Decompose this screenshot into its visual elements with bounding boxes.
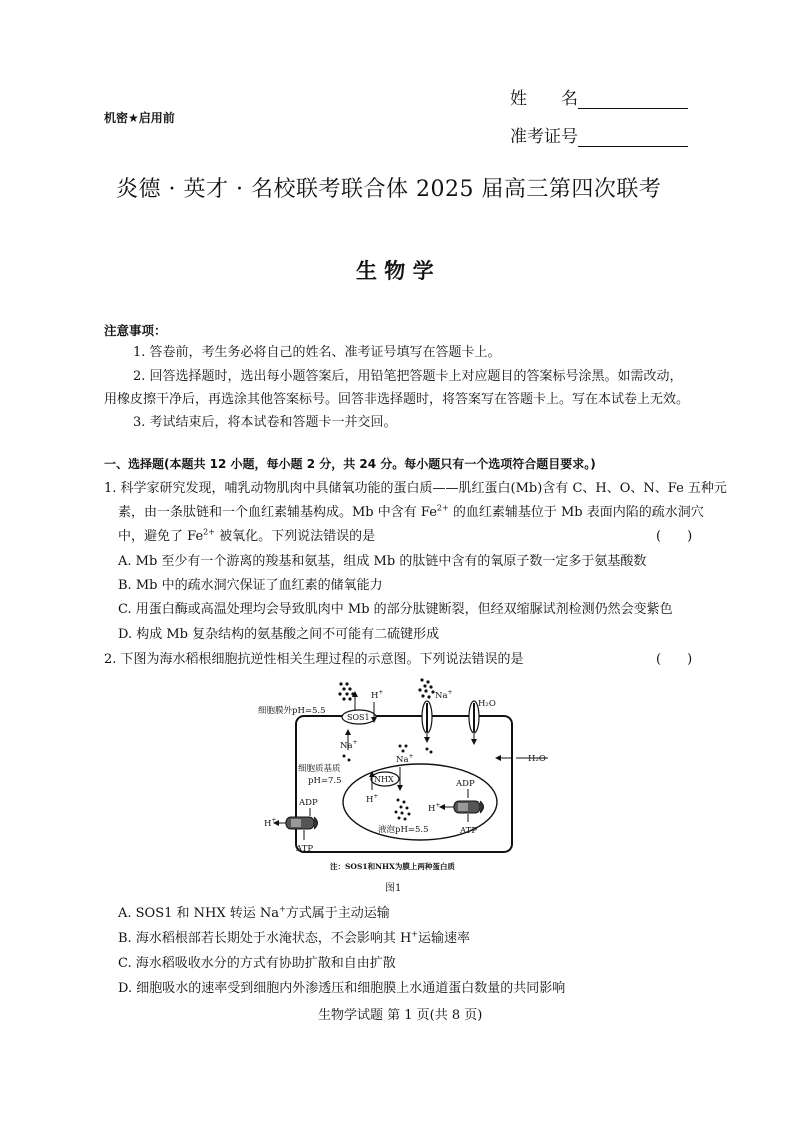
h-plus-label-membrane: H+ <box>264 817 277 829</box>
note-item: 3. 考试结束后，将本试卷和答题卡一并交回。 <box>133 415 397 430</box>
q2-option-b: B. 海水稻根部若长期处于水淹状态，不会影响其 H+运输速率 <box>118 929 471 946</box>
atp-label-membrane: ATP <box>296 844 314 854</box>
membrane-proton-pump <box>286 817 318 829</box>
cell-diagram <box>250 672 560 872</box>
exam-id-label: 准考证号 <box>510 127 578 147</box>
subject-title: 生 物 学 <box>356 259 434 283</box>
cytoplasm-label: 细胞质基质 <box>298 764 341 774</box>
q2-answer-bracket: ( ) <box>656 652 693 667</box>
cytoplasm-ph: pH=7.5 <box>308 776 342 786</box>
vacuole-proton-pump <box>454 801 484 813</box>
q1-stem-line2: 素，由一条肽链和一个血红素辅基构成。Mb 中含有 $Fe^{2+}$ 的血红素辅基位于 Mb 表面内陷的疏水洞穴 <box>118 503 704 520</box>
na-plus-label-outside: Na+ <box>435 689 453 701</box>
vacuole-ph-label: 液泡pH=5.5 <box>378 825 429 835</box>
section-heading: 一、选择题(本题共 12 小题，每小题 2 分，共 24 分。每小题只有一个选项符合题目要求。) <box>104 457 596 471</box>
q2-option-d: D. 细胞吸水的速率受到细胞内外渗透压和细胞膜上水通道蛋白数量的共同影响 <box>118 981 566 996</box>
adp-label-membrane: ADP <box>299 798 318 808</box>
name-blank <box>578 88 688 109</box>
note-item: 1. 答卷前，考生务必将自己的姓名、准考证号填写在答题卡上。 <box>133 345 501 360</box>
h-plus-label-nhx: H+ <box>366 793 379 805</box>
atp-label-vacuole: ATP <box>460 826 478 836</box>
exam-id-blank <box>578 126 688 147</box>
adp-label-vacuole: ADP <box>456 779 475 789</box>
na-plus-label-cyto: Na+ <box>340 739 358 751</box>
q1-stem-line3: 中，避免了 $Fe^{2+}$ 被氧化。下列说法错误的是 <box>118 527 376 544</box>
notes-heading: 注意事项： <box>104 323 167 338</box>
q1-answer-bracket: ( ) <box>656 529 693 544</box>
q1-option-d: D. 构成 Mb 复杂结构的氨基酸之间不可能有二硫键形成 <box>118 627 440 642</box>
na-plus-label-nhx: Na+ <box>396 753 414 765</box>
na-dots-outside-1 <box>338 682 354 700</box>
q2-option-c: C. 海水稻吸收水分的方式有协助扩散和自由扩散 <box>118 956 396 971</box>
exam-id-field <box>510 122 688 147</box>
q1-stem-line1: 1. 科学家研究发现，哺乳动物肌肉中具储氧功能的蛋白质——肌红蛋白(Mb)含有 C、H、O、N、Fe 五种元 <box>104 481 727 496</box>
h2o-label-right: H₂O <box>528 754 546 764</box>
q2-stem: 2. 下图为海水稻根细胞抗逆性相关生理过程的示意图。下列说法错误的是 <box>104 652 524 667</box>
page-footer: 生物学试题 第 1 页(共 8 页) <box>318 1008 483 1023</box>
note-item: 用橡皮擦干净后，再选涂其他答案标号。回答非选择题时，将答案写在答题卡上。写在本试卷上无效。 <box>104 392 690 407</box>
q1-option-a: A. Mb 至少有一个游离的羧基和氨基，组成 Mb 的肽链中含有的氧原子数一定多于氨基酸数 <box>118 554 647 569</box>
na-dots-outside-2 <box>418 678 434 698</box>
name-field <box>510 84 688 109</box>
q1-option-c: C. 用蛋白酶或高温处理均会导致肌肉中 Mb 的部分肽键断裂，但经双缩脲试剂检测仍然会变紫色 <box>118 602 673 617</box>
sos1-label: SOS1 <box>347 713 370 722</box>
confidential-label: 机密★启用前 <box>104 111 175 125</box>
nhx-label: NHX <box>374 775 394 784</box>
figure-note: 注：SOS1和NHX为膜上两种蛋白质 <box>330 862 455 871</box>
h-plus-label-outside: H+ <box>371 689 384 701</box>
q2-option-a: A. SOS1 和 NHX 转运 Na+方式属于主动运输 <box>118 904 390 921</box>
outside-ph-label: 细胞膜外pH=5.5 <box>258 706 326 716</box>
name-label: 姓 名 <box>510 89 578 109</box>
note-item: 2. 回答选择题时，选出每小题答案后，用铅笔把答题卡上对应题目的答案标号涂黑。如需改动， <box>133 369 683 384</box>
na-dots-cyto <box>399 745 408 753</box>
na-dots-vacuole <box>395 799 411 821</box>
h2o-label-top: H₂O <box>478 699 496 709</box>
q1-option-b: B. Mb 中的疏水洞穴保证了血红素的储氧能力 <box>118 578 383 593</box>
h-plus-label-vacuole: H+ <box>428 802 441 814</box>
figure-caption: 图1 <box>385 883 402 894</box>
exam-title: 炎德 · 英才 · 名校联考联合体 2025 届高三第四次联考 <box>116 177 662 202</box>
